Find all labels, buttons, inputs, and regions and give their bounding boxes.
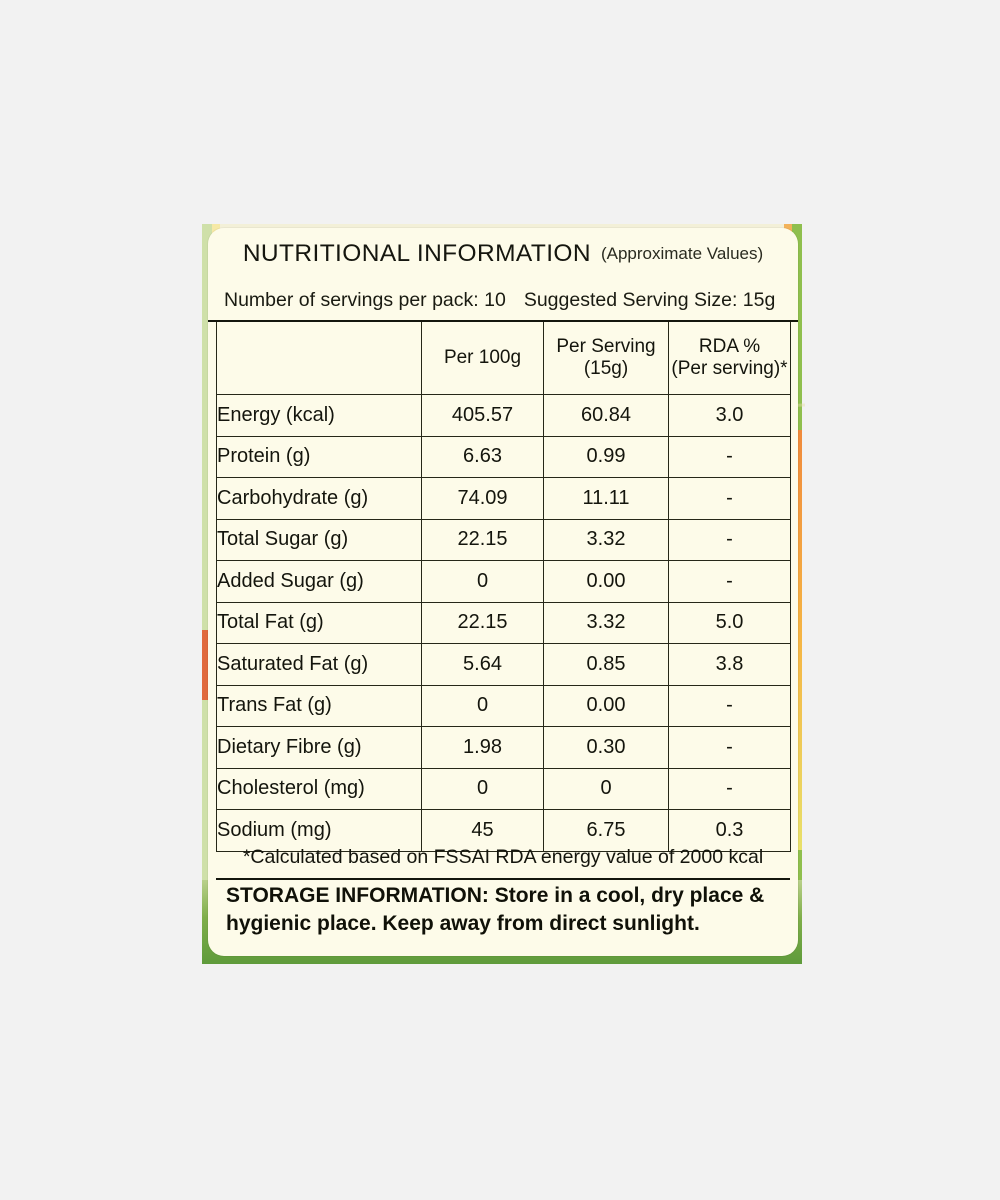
page-title-note: (Approximate Values) <box>600 244 764 263</box>
nutrition-table <box>216 322 791 852</box>
label-title-row <box>208 228 798 280</box>
row-rda: 3.0 <box>669 395 791 437</box>
table-row <box>217 395 791 437</box>
row-rda: - <box>669 727 791 769</box>
header-rda <box>669 322 791 395</box>
row-per-100g: 0 <box>422 561 544 603</box>
serving-size: Suggested Serving Size: 15g <box>523 288 776 311</box>
rda-footnote: *Calculated based on FSSAI RDA energy value of 2000 kcal <box>216 836 790 880</box>
row-per-100g: 0 <box>422 768 544 810</box>
servings-row <box>208 280 798 322</box>
row-per-serving: 0.85 <box>544 644 669 686</box>
row-per-100g: 405.57 <box>422 395 544 437</box>
table-row <box>217 602 791 644</box>
row-rda: - <box>669 685 791 727</box>
row-per-100g: 45 <box>422 810 544 852</box>
header-per-100g <box>422 322 544 395</box>
row-per-100g: 6.63 <box>422 436 544 478</box>
row-per-serving: 60.84 <box>544 395 669 437</box>
row-nutrient: Dietary Fibre (g) <box>217 727 422 769</box>
row-rda: 0.3 <box>669 810 791 852</box>
table-row <box>217 519 791 561</box>
table-row <box>217 644 791 686</box>
row-rda: - <box>669 519 791 561</box>
nutrition-label-card <box>208 228 798 956</box>
row-rda: 3.8 <box>669 644 791 686</box>
row-nutrient: Carbohydrate (g) <box>217 478 422 520</box>
row-rda: - <box>669 561 791 603</box>
row-per-serving: 0.30 <box>544 727 669 769</box>
row-per-100g: 22.15 <box>422 602 544 644</box>
table-row <box>217 561 791 603</box>
row-rda: - <box>669 478 791 520</box>
page-title: NUTRITIONAL INFORMATION <box>242 240 591 267</box>
row-nutrient: Cholesterol (mg) <box>217 768 422 810</box>
row-nutrient: Sodium (mg) <box>217 810 422 852</box>
storage-information <box>226 882 786 939</box>
storage-text: Store in a cool, dry place & hygienic place. Keep away from direct sunlight. <box>226 884 765 936</box>
table-row <box>217 727 791 769</box>
row-per-serving: 6.75 <box>544 810 669 852</box>
row-nutrient: Trans Fat (g) <box>217 685 422 727</box>
row-per-100g: 74.09 <box>422 478 544 520</box>
servings-per-pack: Number of servings per pack: 10 <box>224 288 506 311</box>
header-per-serving <box>544 322 669 395</box>
table-header-row <box>217 322 791 395</box>
row-rda: 5.0 <box>669 602 791 644</box>
row-per-100g: 22.15 <box>422 519 544 561</box>
row-per-serving: 0 <box>544 768 669 810</box>
header-nutrient <box>217 322 422 395</box>
row-rda: - <box>669 768 791 810</box>
row-nutrient: Energy (kcal) <box>217 395 422 437</box>
row-nutrient: Saturated Fat (g) <box>217 644 422 686</box>
table-row <box>217 768 791 810</box>
row-nutrient: Total Sugar (g) <box>217 519 422 561</box>
row-per-100g: 1.98 <box>422 727 544 769</box>
header-per-100g-label: Per 100g <box>443 347 522 369</box>
table-row <box>217 478 791 520</box>
row-per-100g: 0 <box>422 685 544 727</box>
storage-label: STORAGE INFORMATION: <box>226 884 489 907</box>
table-row <box>217 436 791 478</box>
row-per-serving: 0.00 <box>544 685 669 727</box>
row-per-serving: 3.32 <box>544 602 669 644</box>
row-nutrient: Protein (g) <box>217 436 422 478</box>
row-per-100g: 5.64 <box>422 644 544 686</box>
row-per-serving: 0.00 <box>544 561 669 603</box>
row-nutrient: Added Sugar (g) <box>217 561 422 603</box>
table-row <box>217 685 791 727</box>
row-per-serving: 11.11 <box>544 478 669 520</box>
row-per-serving: 0.99 <box>544 436 669 478</box>
header-rda-line2: (Per serving)* <box>671 358 788 379</box>
row-nutrient: Total Fat (g) <box>217 602 422 644</box>
header-per-serving-line1: Per Serving <box>556 336 656 358</box>
header-per-serving-line2: (15g) <box>583 358 629 379</box>
row-rda: - <box>669 436 791 478</box>
header-rda-line1: RDA % <box>698 336 761 358</box>
row-per-serving: 3.32 <box>544 519 669 561</box>
